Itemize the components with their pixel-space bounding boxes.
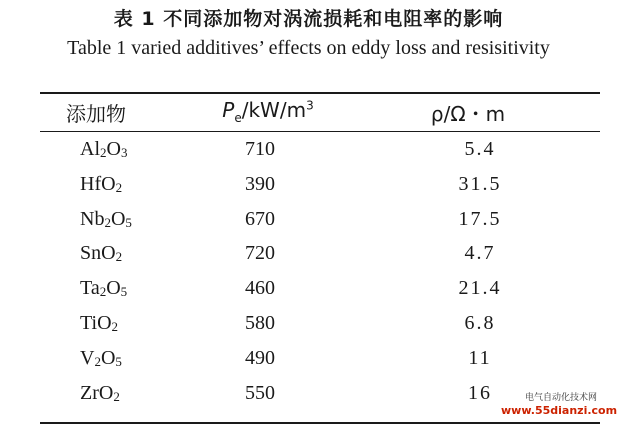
formula-subscript: 5 <box>125 214 132 230</box>
eddy-loss-value: 550 <box>245 381 275 404</box>
resistivity-value: 31.5 <box>458 172 502 195</box>
eddy-loss-value: 710 <box>245 138 275 160</box>
eddy-loss-value: 720 <box>245 242 275 265</box>
eddy-loss-value: 490 <box>245 346 275 369</box>
formula-element: Ti <box>80 312 98 334</box>
watermark-url: www.55dianzi.com <box>501 404 617 417</box>
resistivity-value: 4.7 <box>464 242 496 265</box>
table-row <box>40 208 600 242</box>
additive-formula <box>80 347 160 370</box>
formula-subscript: 5 <box>120 284 128 300</box>
formula-subscript: 2 <box>99 284 107 300</box>
additive-formula <box>80 208 160 231</box>
header-rule <box>40 131 600 132</box>
formula-oxygen: O <box>100 346 116 369</box>
resistivity-value: 5.4 <box>464 138 496 160</box>
table-row <box>40 242 600 276</box>
eddy-loss-value: 580 <box>245 312 275 334</box>
table-row <box>40 173 600 207</box>
additive-formula <box>80 173 160 196</box>
formula-element: Nb <box>80 207 105 230</box>
table-row <box>40 277 600 311</box>
formula-subscript: 5 <box>115 353 122 369</box>
additive-formula <box>80 312 160 335</box>
formula-oxygen: O <box>110 207 126 230</box>
formula-subscript: 2 <box>94 353 101 369</box>
resistivity-value: 11 <box>468 346 492 369</box>
eddy-loss-value: 670 <box>245 207 275 230</box>
eddy-loss-symbol: P <box>222 98 235 122</box>
column-header-additive: 添加物 <box>66 102 126 126</box>
column-header-eddy-loss <box>198 98 338 128</box>
formula-subscript: 2 <box>115 249 123 265</box>
column-header-resistivity: ρ/Ω・m <box>430 102 506 126</box>
eddy-loss-unit-exponent: 3 <box>306 98 314 113</box>
formula-element: Hf <box>80 172 102 195</box>
formula-oxygen: O <box>101 242 116 265</box>
eddy-loss-unit: /kW/m <box>241 98 307 122</box>
resistivity-value: 17.5 <box>458 207 502 230</box>
formula-element: V <box>80 346 95 369</box>
additive-formula <box>80 138 160 161</box>
additive-formula <box>80 382 160 405</box>
formula-subscript: 2 <box>100 145 107 160</box>
formula-subscript: 2 <box>113 388 120 404</box>
formula-element: Zr <box>80 381 99 404</box>
formula-subscript: 2 <box>104 214 111 230</box>
eddy-loss-value: 460 <box>245 277 275 300</box>
formula-oxygen: O <box>98 381 114 404</box>
formula-oxygen: O <box>97 312 112 334</box>
table-title-chinese: 表 1 不同添加物对涡流损耗和电阻率的影响 <box>113 8 504 30</box>
eddy-loss-value: 390 <box>245 172 275 195</box>
formula-element: Ta <box>80 277 100 300</box>
resistivity-value: 21.4 <box>458 277 502 300</box>
formula-element: Al <box>80 138 100 160</box>
top-rule <box>40 92 600 94</box>
watermark-site-name: 电气自动化技术网 <box>524 393 597 403</box>
formula-subscript: 2 <box>111 319 119 334</box>
resistivity-value: 16 <box>468 381 492 404</box>
formula-oxygen: O <box>101 172 116 195</box>
eddy-loss-subscript: e <box>234 111 242 125</box>
formula-oxygen: O <box>106 277 121 300</box>
additive-formula <box>80 242 160 265</box>
formula-subscript: 2 <box>115 179 123 195</box>
formula-element: Sn <box>80 242 102 265</box>
resistivity-value: 6.8 <box>464 312 496 334</box>
formula-oxygen: O <box>106 138 121 160</box>
bottom-rule <box>40 422 600 424</box>
table-row <box>40 347 600 381</box>
formula-subscript: 3 <box>120 145 128 160</box>
additive-formula <box>80 277 160 300</box>
table-row <box>40 312 600 346</box>
table-row <box>40 138 600 172</box>
table-title-english: Table 1 varied additives’ effects on eddy loss and resisitivity <box>67 37 550 59</box>
